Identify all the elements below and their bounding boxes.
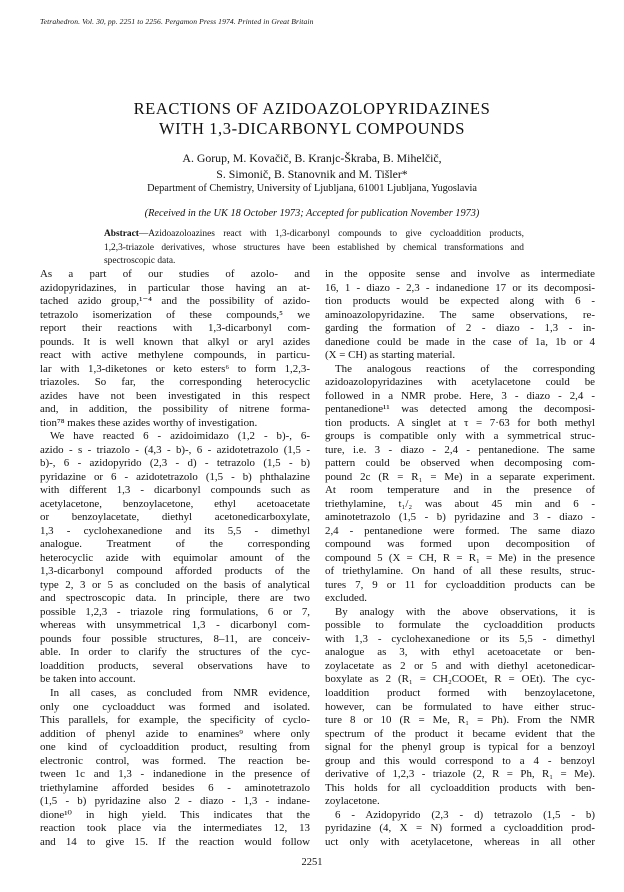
text-line: group and this would correspond to a 4 - benzoyl <box>325 754 595 767</box>
text-line: triethylamine afforded besides 6 - aminotetrazolo <box>40 781 310 794</box>
text-line: By analogy with the above observations, it is <box>335 605 595 618</box>
text-line: tween 1c and 1,3 - indanedione in the presence of <box>40 768 310 781</box>
text-line: At room temperature and in the presence of <box>325 484 595 497</box>
text-line: (X = CH) as starting material. <box>325 349 456 362</box>
text-line: or benzoylacetate, diethyl acetonedicarboxylate, <box>40 511 310 524</box>
running-head: Tetrahedron. Vol. 30, pp. 2251 to 2256. Pergamon Press 1974. Printed in Great Britain <box>40 17 314 26</box>
text-line: pattern could be observed when decomposing com- <box>325 457 595 470</box>
text-line: This holds for all cycloaddition products with ben- <box>325 781 595 794</box>
text-line: 1,3 - cyclohexanedione and its 5,5 - dimethyl <box>40 524 310 537</box>
text-line: compound 5 (X = CH, R = R₁ = Me) in the presence <box>325 551 595 564</box>
text-line: tures 7, 9 or 11 for cycloaddition products can be <box>325 578 595 591</box>
text-line: in the opposite sense and involve as intermediate <box>325 268 595 280</box>
text-line: azides have not been investigated in this respect <box>40 389 310 402</box>
text-line: 2,4 - pentanedione were formed. The same diazo <box>325 524 595 537</box>
text-line: aminotetrazolo (1,5 - b) pyridazine and 3 - diazo - <box>325 511 595 524</box>
text-line: The analogous reactions of the corresponding <box>335 362 595 375</box>
text-line: uct only with acetylacetone, whereas in all other <box>325 835 595 848</box>
text-line: loaddition products, several observations have to <box>40 659 310 672</box>
text-line: tached azido group,¹⁻⁴ and the possibility of azido- <box>40 295 310 308</box>
text-line: triazoles. So far, the corresponding heterocyclic <box>40 376 310 389</box>
text-line: excluded. <box>325 592 368 605</box>
authors-line-1: A. Gorup, M. Kovačič, B. Kranjc-Škraba, B. Mihelčič, <box>182 151 442 165</box>
text-line: derivative of 1,2,3 - triazole (2, R = Ph, R₁ = Me). <box>325 768 595 781</box>
received-dates: (Received in the UK 18 October 1973; Accepted for publication November 1973) <box>144 208 480 219</box>
title-line-1: REACTIONS OF AZIDOAZOLOPYRIDAZINES <box>133 99 491 118</box>
text-line: 16, 1 - diazo - 2,3 - indanedione 17 or its decomposi- <box>325 281 595 294</box>
text-line: addition of phenyl azide to enamines⁹ where only <box>40 727 310 740</box>
text-line: able. In order to clarify the structures of the cyc- <box>40 646 310 659</box>
abstract-line: —Azidoazoloazines react with 1,3-dicarbonyl compounds to give cycloaddition products, <box>138 229 524 239</box>
text-line: compound was formed upon decomposition of <box>325 538 595 551</box>
text-line: pounds four possible structures, 8–11, are conceiv- <box>40 632 310 645</box>
text-line: This parallels, for example, the specificity of cyclo- <box>40 714 310 727</box>
text-line: dione¹⁰ in high yield. This indicates that the <box>40 808 310 821</box>
text-line: tion⁷⁸ makes these azides worthy of investigation. <box>40 416 258 429</box>
text-line: signal for the phenyl group is typical for a benzoyl <box>325 741 595 754</box>
text-line: As a part of our studies of azolo- and <box>40 268 310 280</box>
abstract-line: spectroscopic data. <box>104 256 176 267</box>
text-line: pyridazine (4, X = N) formed a cycloaddition prod- <box>325 822 595 835</box>
affiliation: Department of Chemistry, University of Ljubljana, 61001 Ljubljana, Yugoslavia <box>147 183 477 194</box>
text-line: pentanedione¹¹ was detected among the decomposi- <box>325 403 595 416</box>
text-line: 6 - Azidopyrido (2,3 - d) tetrazolo (1,5 - b) <box>335 808 595 821</box>
text-line: heterocyclic azide with equimolar amount of the <box>40 551 310 564</box>
text-line: pound 2c (R = R₁ = Me) in a separate experiment. <box>325 470 595 483</box>
text-line: We have reacted 6 - azidoimidazo (1,2 - b)-, 6- <box>50 430 310 443</box>
text-line: electronic control, was formed. The reaction be- <box>40 754 310 767</box>
page-number: 2251 <box>301 857 323 868</box>
left-column <box>40 268 310 849</box>
text-line: be taken into account. <box>40 673 136 686</box>
text-line: tion products. A singlet at τ = 7·63 for both methyl <box>325 416 595 429</box>
text-line: 1,3-dicarbonyl compound afforded products of the <box>40 565 310 578</box>
abstract-line: 1,2,3-triazole derivatives, whose structures have been established by chemical transformations and <box>104 242 524 253</box>
text-line: and spectroscopic data. In principle, there are two <box>40 592 310 605</box>
text-line: one kind of cycloaddition product, resulting from <box>40 741 310 754</box>
text-line: of triethylamine. On hand of all these results, struc- <box>325 565 595 578</box>
text-line: zoylacetate as 2 or 5 and with diethyl acetonedicar- <box>325 659 595 672</box>
text-line: whereas with unsymmetrical 1,3 - dicarbonyl com- <box>40 619 310 632</box>
text-line: azidopyridazines, in particular those having an at- <box>40 281 310 294</box>
text-line: zoylacetone. <box>325 795 380 808</box>
text-line: spectrum of the product it became evident that the <box>325 727 595 740</box>
text-line: azido - s - triazolo - (4,3 - b)-, 6 - azidotetrazolo (1,5 - <box>40 443 310 456</box>
text-line: loaddition product formed with benzoylacetone, <box>325 686 595 699</box>
text-line: possible to formulate the cycloaddition products <box>325 619 595 632</box>
text-line: (1,5 - b) pyridazine also 2 - diazo - 1,3 - indane- <box>40 795 310 808</box>
authors-line-2: S. Simonič, B. Stanovnik and M. Tišler* <box>216 167 408 181</box>
text-line: acetylacetone, benzoylacetone, ethyl acetoacetate <box>40 497 310 510</box>
text-line: garding the formation of 2 - diazo - 1,3 - in- <box>325 322 595 335</box>
text-line: pounds. It is well known that alkyl or aryl azides <box>40 335 310 348</box>
text-line: analogue as 3, with ethyl acetoacetate or ben- <box>325 646 595 659</box>
text-line: tetrazolo isomerization of these compounds,⁵ we <box>40 308 310 321</box>
text-line: analogue. Treatment of the corresponding <box>40 538 310 551</box>
text-line: followed in a NMR probe. Here, 3 - diazo - 2,4 - <box>325 389 595 402</box>
text-line: reaction took place via the intermediates 12, 13 <box>40 822 310 835</box>
text-line: react with active methylene compounds, in particu- <box>40 349 310 362</box>
text-line: ture 8 or 10 (R = Me, R₁ = Ph). From the NMR <box>325 714 595 727</box>
text-line: triethylamine, t₁/₂ was about 45 min and 6 - <box>325 497 595 510</box>
text-line: danedione could be made in the case of 1a, 1b or 4 <box>325 335 595 348</box>
text-line: only one cycloadduct was formed and isolated. <box>40 700 310 713</box>
abstract-label: Abstract <box>104 229 139 239</box>
text-line: tion products would be expected along with 6 - <box>325 295 595 308</box>
text-line: and, in addition, the possibility of nitrene forma- <box>40 403 310 416</box>
title-line-2: WITH 1,3-DICARBONYL COMPOUNDS <box>159 119 465 138</box>
text-line: however, can be formulated to have either struc- <box>325 700 595 713</box>
abstract <box>104 228 524 269</box>
right-column <box>325 268 595 849</box>
text-line: In all cases, as concluded from NMR evidence, <box>50 686 310 699</box>
text-line: pyridazine or 6 - azidotetrazolo (1,5 - b) phthalazine <box>40 470 310 483</box>
text-line: b)-, 6 - azidopyrido (2,3 - d) - tetrazolo (1,5 - b) <box>40 457 310 470</box>
text-line: boxylate as 2 (R₁ = CH₂COOEt, R = OEt). The cyc- <box>325 673 595 686</box>
text-line: lar with 1,3-diketones or keto esters⁶ to form 1,2,3- <box>40 362 310 375</box>
text-line: aminoazolopyridazine. The same observations, re- <box>325 308 595 321</box>
text-line: ture, i.e. 3 - diazo - 2,4 - pentanedione. The same <box>325 443 595 456</box>
text-line: possible 1,2,3 - triazole ring formulations, 6 or 7, <box>40 605 310 618</box>
text-line: groups is compatible only with a symmetrical struc- <box>325 430 595 443</box>
text-line: and 14 to give 15. If the reaction would follow <box>40 835 310 848</box>
text-line: azidoazolopyridazines with acetylacetone could be <box>325 376 595 389</box>
text-line: with different 1,3 - dicarbonyl compounds such as <box>40 484 310 497</box>
text-line: report their reactions with 1,3-dicarbonyl com- <box>40 322 310 335</box>
text-line: with 1,3 - cyclohexanedione or its 5,5 - dimethyl <box>325 632 595 645</box>
text-line: type 2, 3 or 5 as concluded on the basis of analytical <box>40 578 310 591</box>
